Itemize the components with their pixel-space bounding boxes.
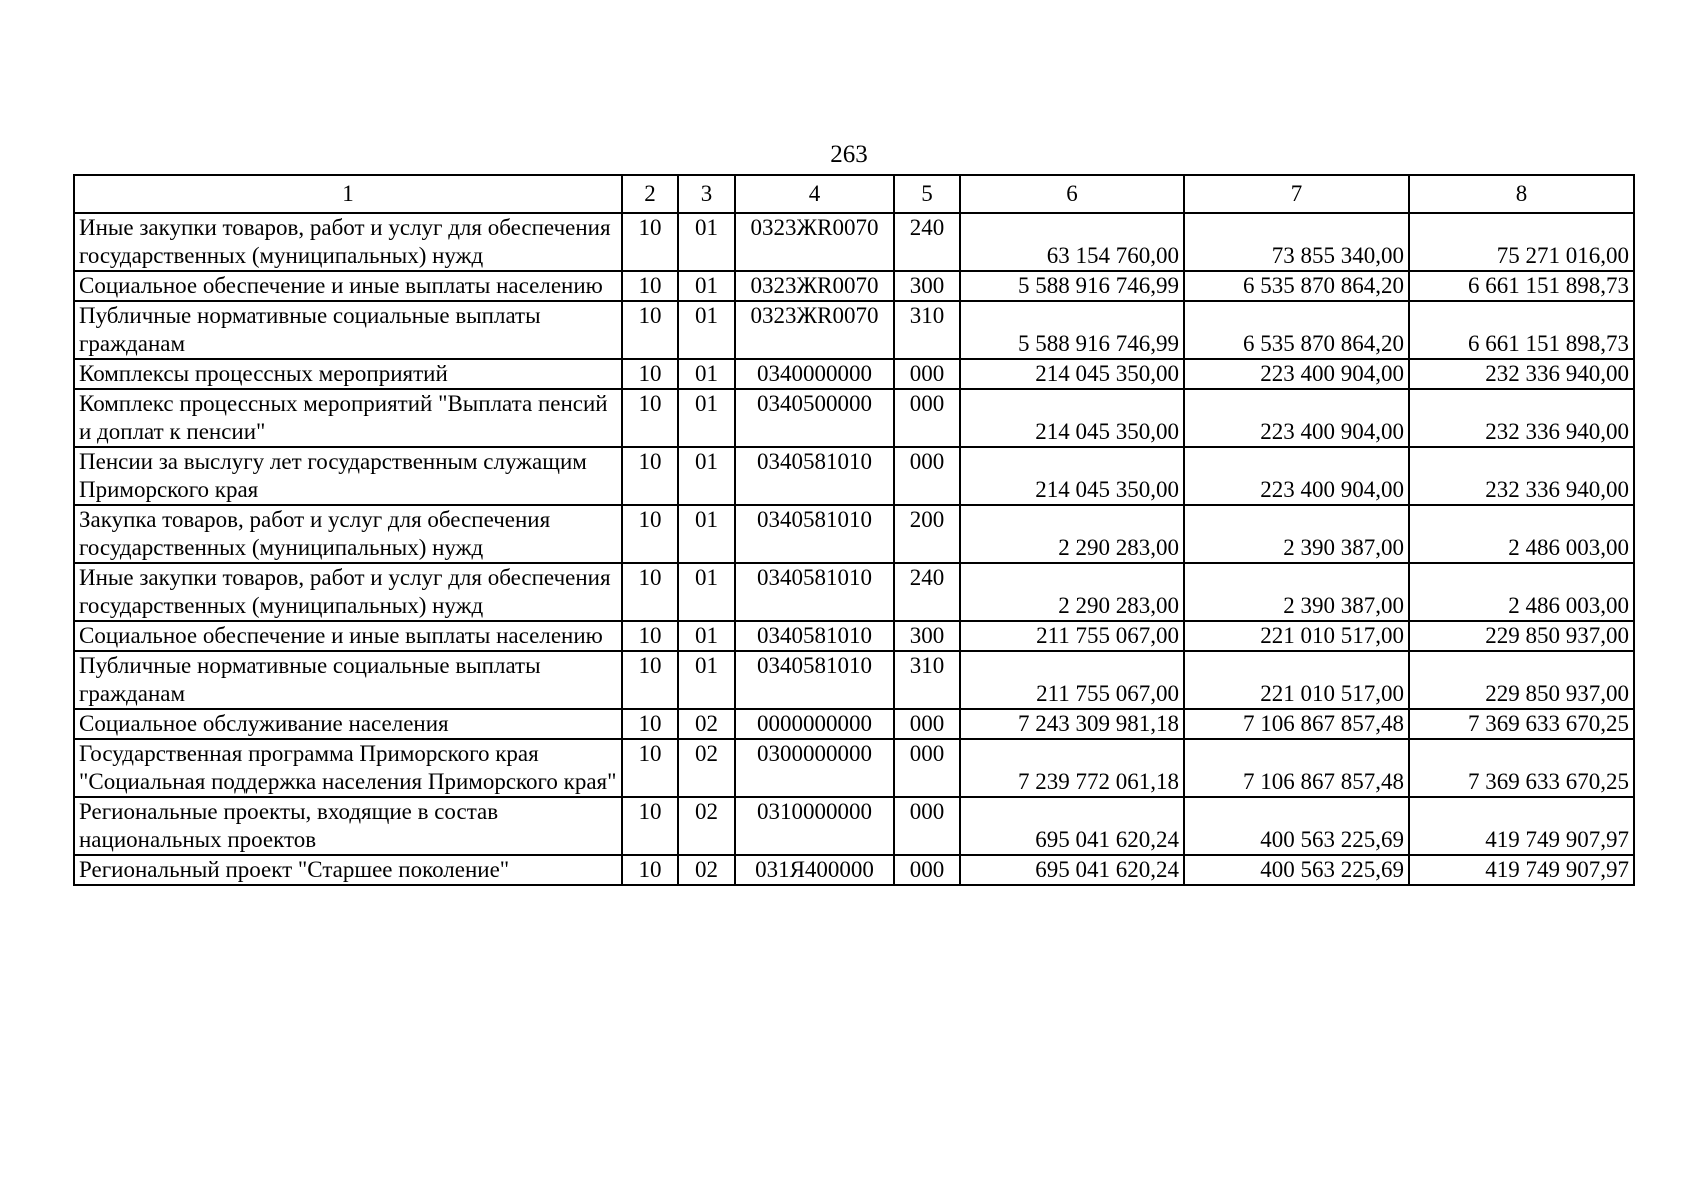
row-amount-col7-cell: 223 400 904,00 [1184,447,1409,505]
row-amount-col8-cell: 6 661 151 898,73 [1409,271,1634,301]
table-row [74,213,1634,271]
row-amount-col8-cell: 2 486 003,00 [1409,563,1634,621]
row-name-cell: Публичные нормативные социальные выплаты гражданам [74,651,622,709]
row-expense-type-cell: 000 [894,359,960,389]
table-row [74,621,1634,651]
row-amount-col6-cell: 211 755 067,00 [960,621,1184,651]
table-row [74,563,1634,621]
row-subsection-cell: 02 [678,739,735,797]
row-expense-type-cell: 000 [894,447,960,505]
row-amount-col6-cell: 5 588 916 746,99 [960,301,1184,359]
row-amount-col6-cell: 7 239 772 061,18 [960,739,1184,797]
row-target-article-cell: 0340581010 [735,651,894,709]
row-amount-col7-cell: 223 400 904,00 [1184,359,1409,389]
row-subsection-cell: 01 [678,621,735,651]
row-name-cell: Закупка товаров, работ и услуг для обеспечения государственных (муниципальных) нужд [74,505,622,563]
row-amount-col8-cell: 232 336 940,00 [1409,359,1634,389]
row-amount-col7-cell: 7 106 867 857,48 [1184,739,1409,797]
column-header-8: 8 [1409,175,1634,213]
row-section-cell: 10 [622,301,678,359]
row-amount-col7-cell: 2 390 387,00 [1184,563,1409,621]
row-amount-col6-cell: 214 045 350,00 [960,359,1184,389]
row-expense-type-cell: 000 [894,389,960,447]
row-amount-col6-cell: 7 243 309 981,18 [960,709,1184,739]
row-amount-col8-cell: 7 369 633 670,25 [1409,709,1634,739]
row-name-cell: Социальное обеспечение и иные выплаты населению [74,271,622,301]
row-section-cell: 10 [622,855,678,885]
table-header-row [74,175,1634,213]
row-target-article-cell: 0323ЖR0070 [735,301,894,359]
row-amount-col7-cell: 7 106 867 857,48 [1184,709,1409,739]
page-number: 263 [830,141,868,168]
row-amount-col8-cell: 232 336 940,00 [1409,447,1634,505]
column-header-2: 2 [622,175,678,213]
row-target-article-cell: 0340581010 [735,447,894,505]
table-row [74,651,1634,709]
row-target-article-cell: 0340581010 [735,621,894,651]
row-target-article-cell: 0340581010 [735,563,894,621]
row-expense-type-cell: 240 [894,563,960,621]
row-subsection-cell: 01 [678,213,735,271]
row-amount-col8-cell: 7 369 633 670,25 [1409,739,1634,797]
row-amount-col8-cell: 6 661 151 898,73 [1409,301,1634,359]
row-amount-col8-cell: 419 749 907,97 [1409,855,1634,885]
row-name-cell: Региональные проекты, входящие в состав национальных проектов [74,797,622,855]
row-amount-col8-cell: 75 271 016,00 [1409,213,1634,271]
row-name-cell: Региональный проект "Старшее поколение" [74,855,622,885]
row-amount-col7-cell: 400 563 225,69 [1184,855,1409,885]
row-section-cell: 10 [622,389,678,447]
row-expense-type-cell: 300 [894,271,960,301]
row-section-cell: 10 [622,271,678,301]
row-expense-type-cell: 000 [894,739,960,797]
row-expense-type-cell: 200 [894,505,960,563]
row-name-cell: Социальное обеспечение и иные выплаты населению [74,621,622,651]
row-subsection-cell: 01 [678,301,735,359]
row-expense-type-cell: 000 [894,797,960,855]
row-amount-col7-cell: 221 010 517,00 [1184,621,1409,651]
table-row [74,301,1634,359]
column-header-1: 1 [74,175,622,213]
row-expense-type-cell: 300 [894,621,960,651]
row-expense-type-cell: 310 [894,651,960,709]
budget-table [73,174,1635,886]
row-amount-col8-cell: 232 336 940,00 [1409,389,1634,447]
row-amount-col7-cell: 221 010 517,00 [1184,651,1409,709]
row-amount-col6-cell: 211 755 067,00 [960,651,1184,709]
row-amount-col6-cell: 63 154 760,00 [960,213,1184,271]
row-section-cell: 10 [622,213,678,271]
row-amount-col6-cell: 5 588 916 746,99 [960,271,1184,301]
column-header-5: 5 [894,175,960,213]
row-amount-col8-cell: 229 850 937,00 [1409,651,1634,709]
row-amount-col6-cell: 214 045 350,00 [960,447,1184,505]
row-amount-col7-cell: 223 400 904,00 [1184,389,1409,447]
row-name-cell: Комплекс процессных мероприятий "Выплата пенсий и доплат к пенсии" [74,389,622,447]
row-amount-col8-cell: 419 749 907,97 [1409,797,1634,855]
table-row [74,739,1634,797]
row-amount-col6-cell: 2 290 283,00 [960,563,1184,621]
table-row [74,389,1634,447]
table-row [74,447,1634,505]
row-section-cell: 10 [622,739,678,797]
row-subsection-cell: 01 [678,389,735,447]
row-target-article-cell: 031Я400000 [735,855,894,885]
row-section-cell: 10 [622,797,678,855]
row-amount-col6-cell: 2 290 283,00 [960,505,1184,563]
row-subsection-cell: 01 [678,271,735,301]
row-amount-col6-cell: 214 045 350,00 [960,389,1184,447]
column-header-3: 3 [678,175,735,213]
row-section-cell: 10 [622,563,678,621]
column-header-7: 7 [1184,175,1409,213]
column-header-4: 4 [735,175,894,213]
row-subsection-cell: 02 [678,709,735,739]
row-target-article-cell: 0323ЖR0070 [735,271,894,301]
table-row [74,855,1634,885]
row-section-cell: 10 [622,621,678,651]
table-row [74,709,1634,739]
row-name-cell: Государственная программа Приморского края "Социальная поддержка населения Приморского края" [74,739,622,797]
row-expense-type-cell: 310 [894,301,960,359]
row-subsection-cell: 02 [678,855,735,885]
table-row [74,505,1634,563]
row-subsection-cell: 02 [678,797,735,855]
table-row [74,271,1634,301]
row-amount-col8-cell: 229 850 937,00 [1409,621,1634,651]
row-target-article-cell: 0340000000 [735,359,894,389]
row-name-cell: Социальное обслуживание населения [74,709,622,739]
row-target-article-cell: 0340500000 [735,389,894,447]
row-name-cell: Иные закупки товаров, работ и услуг для обеспечения государственных (муниципальных) нужд [74,563,622,621]
row-expense-type-cell: 000 [894,855,960,885]
row-amount-col6-cell: 695 041 620,24 [960,797,1184,855]
row-target-article-cell: 0000000000 [735,709,894,739]
row-section-cell: 10 [622,709,678,739]
column-header-6: 6 [960,175,1184,213]
row-amount-col6-cell: 695 041 620,24 [960,855,1184,885]
row-name-cell: Публичные нормативные социальные выплаты гражданам [74,301,622,359]
row-subsection-cell: 01 [678,505,735,563]
row-amount-col7-cell: 73 855 340,00 [1184,213,1409,271]
row-name-cell: Иные закупки товаров, работ и услуг для обеспечения государственных (муниципальных) нужд [74,213,622,271]
table-row [74,797,1634,855]
row-section-cell: 10 [622,651,678,709]
row-expense-type-cell: 000 [894,709,960,739]
row-expense-type-cell: 240 [894,213,960,271]
row-amount-col7-cell: 6 535 870 864,20 [1184,301,1409,359]
row-amount-col7-cell: 6 535 870 864,20 [1184,271,1409,301]
row-target-article-cell: 0300000000 [735,739,894,797]
row-subsection-cell: 01 [678,359,735,389]
row-amount-col7-cell: 2 390 387,00 [1184,505,1409,563]
row-section-cell: 10 [622,359,678,389]
row-target-article-cell: 0310000000 [735,797,894,855]
row-subsection-cell: 01 [678,563,735,621]
row-target-article-cell: 0340581010 [735,505,894,563]
row-section-cell: 10 [622,505,678,563]
row-section-cell: 10 [622,447,678,505]
row-name-cell: Пенсии за выслугу лет государственным служащим Приморского края [74,447,622,505]
row-amount-col8-cell: 2 486 003,00 [1409,505,1634,563]
row-name-cell: Комплексы процессных мероприятий [74,359,622,389]
row-target-article-cell: 0323ЖR0070 [735,213,894,271]
row-amount-col7-cell: 400 563 225,69 [1184,797,1409,855]
row-subsection-cell: 01 [678,447,735,505]
table-row [74,359,1634,389]
row-subsection-cell: 01 [678,651,735,709]
